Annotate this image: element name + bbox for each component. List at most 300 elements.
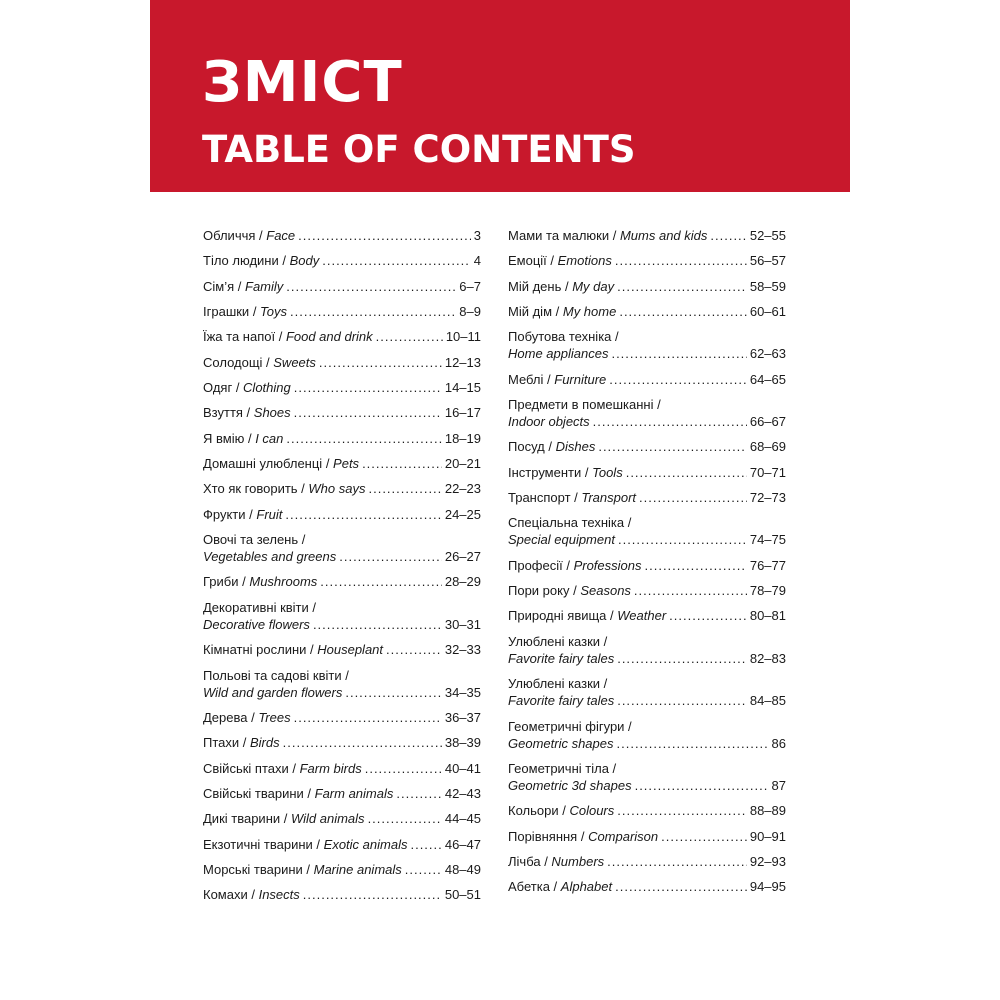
toc-entry-pages: 44–45: [444, 811, 481, 827]
toc-entry-separator: /: [303, 785, 315, 801]
toc-entry-line: [203, 404, 481, 421]
leader-dots: [593, 413, 747, 430]
toc-entry: [508, 303, 786, 320]
toc-entry-line: [508, 227, 786, 244]
toc-entry-separator: /: [543, 371, 555, 387]
toc-entry-line: [203, 861, 481, 878]
toc-entry-separator: /: [249, 304, 261, 320]
toc-entry-text: [508, 760, 786, 794]
toc-entry-title-english: Food and drink: [285, 329, 373, 345]
toc-entry-second-line: [508, 777, 786, 794]
toc-entry: [203, 252, 481, 269]
toc-entry: [203, 573, 481, 590]
toc-entry-separator: /: [308, 599, 317, 615]
toc-entry-title-english: Clothing: [243, 380, 291, 396]
toc-entry: [203, 760, 481, 777]
toc-entry-line: [508, 607, 786, 624]
toc-entry-separator: /: [570, 490, 582, 506]
toc-entry-second-line: [508, 650, 786, 667]
toc-entry-separator: /: [552, 304, 563, 320]
toc-entry-title-english: Who says: [308, 481, 366, 497]
toc-entry-second-line: [203, 684, 481, 701]
toc-entry-pages: 8–9: [459, 304, 481, 320]
leader-dots: [320, 573, 442, 590]
leader-dots: [611, 345, 746, 362]
toc-entry-line: [508, 489, 786, 506]
toc-entry-title-english: Favorite fairy tales: [508, 650, 615, 666]
toc-entry-text: [203, 810, 481, 827]
toc-entry-title-ukrainian: Посуд: [508, 439, 545, 455]
toc-entry-line: [508, 853, 786, 870]
toc-entry-title-ukrainian: Свійські тварини: [203, 785, 304, 801]
leader-dots: [286, 430, 441, 447]
leader-dots: [639, 489, 747, 506]
toc-entry: [508, 853, 786, 870]
toc-entry: [203, 430, 481, 447]
toc-entry: [508, 396, 786, 430]
toc-entry-title-ukrainian: Геометричні тіла: [508, 760, 609, 776]
toc-entry-pages: 66–67: [749, 414, 786, 430]
toc-entry-pages: 80–81: [749, 608, 786, 624]
toc-entry-title-ukrainian: Обличчя: [203, 228, 256, 243]
leader-dots: [345, 684, 442, 701]
toc-entry-pages: 14–15: [444, 380, 481, 396]
leader-dots: [617, 802, 747, 819]
toc-column-left: [203, 227, 481, 912]
toc-entry-pages: 74–75: [749, 532, 786, 548]
toc-entry-line: [203, 886, 481, 903]
toc-entry-separator: /: [600, 633, 608, 649]
toc-entry-title-ukrainian: Кімнатні рослини: [203, 642, 307, 658]
toc-entry-pages: 30–31: [444, 616, 481, 632]
toc-entry-separator: /: [255, 228, 267, 243]
toc-entry: [203, 599, 481, 633]
toc-entry-title-english: Geometric shapes: [508, 735, 614, 751]
toc-entry: [508, 464, 786, 481]
toc-entry-pages: 48–49: [444, 861, 481, 877]
toc-entry-text: [508, 853, 786, 870]
toc-entry-line: [203, 480, 481, 497]
toc-entry-pages: 90–91: [749, 828, 786, 844]
toc-entry-text: [508, 607, 786, 624]
toc-entry-text: [203, 303, 481, 320]
toc-entry-text: [508, 802, 786, 819]
leader-dots: [368, 810, 442, 827]
toc-entry-text: [508, 328, 786, 362]
toc-entry-title-ukrainian: Побутова техніка: [508, 329, 612, 345]
toc-entry-title-english: Geometric 3d shapes: [508, 777, 632, 793]
toc-entry-text: [508, 464, 786, 481]
leader-dots: [386, 641, 442, 658]
leader-dots: [661, 828, 747, 845]
toc-entry-first-line: [508, 514, 786, 531]
toc-entry-title-ukrainian: Меблі: [508, 371, 544, 387]
toc-entry-title-english: Shoes: [253, 405, 291, 421]
toc-entry-title-english: Transport: [581, 490, 637, 506]
toc-entry-line: [203, 354, 481, 371]
toc-entry-text: [508, 396, 786, 430]
leader-dots: [710, 227, 746, 244]
toc-entry-pages: 92–93: [749, 853, 786, 869]
toc-entry-title-ukrainian: Тіло людини: [203, 253, 279, 269]
toc-entry-text: [508, 438, 786, 455]
toc-entry-separator: /: [608, 760, 617, 776]
leader-dots: [376, 328, 443, 345]
toc-entry: [508, 438, 786, 455]
toc-entry-first-line: [508, 328, 786, 345]
toc-entry-second-line: [508, 345, 786, 362]
toc-entry-title-english: Face: [266, 228, 296, 243]
toc-entry-text: [508, 828, 786, 845]
toc-entry-title-english: I can: [255, 430, 284, 446]
leader-dots: [635, 777, 769, 794]
leader-dots: [410, 836, 441, 853]
leader-dots: [669, 607, 747, 624]
toc-entry: [508, 557, 786, 574]
toc-entry-title-ukrainian: Пори року: [508, 583, 570, 599]
toc-entry-text: [203, 354, 481, 371]
toc-entry-separator: /: [624, 718, 632, 734]
toc-entry-title-english: Numbers: [551, 853, 605, 869]
toc-entry-text: [203, 531, 481, 565]
toc-entry-text: [203, 227, 481, 244]
toc-entry-second-line: [508, 692, 786, 709]
toc-entry: [203, 531, 481, 565]
toc-entry: [203, 836, 481, 853]
toc-entry-pages: 42–43: [444, 785, 481, 801]
page-title-english: TABLE OF CONTENTS: [202, 128, 636, 171]
toc-entry-title-english: Body: [289, 253, 320, 269]
toc-entry: [203, 328, 481, 345]
toc-entry: [203, 886, 481, 903]
toc-entry-title-english: Vegetables and greens: [203, 549, 337, 565]
toc-entry-title-ukrainian: Геометричні фігури: [508, 718, 625, 734]
toc-entry-pages: 26–27: [444, 549, 481, 565]
toc-entry-title-ukrainian: Іграшки: [203, 304, 250, 320]
toc-entry-pages: 50–51: [444, 887, 481, 903]
toc-entry-title-ukrainian: Солодощі: [203, 354, 263, 370]
toc-entry-title-ukrainian: Транспорт: [508, 490, 571, 506]
toc-entry: [203, 404, 481, 421]
toc-entry-line: [203, 328, 481, 345]
toc-entry-text: [203, 379, 481, 396]
toc-entry-separator: /: [600, 676, 608, 692]
toc-entry-title-ukrainian: Професії: [508, 557, 563, 573]
toc-entry-title-ukrainian: Природні явища: [508, 608, 607, 624]
toc-entry-pages: 82–83: [749, 650, 786, 666]
toc-entry-separator: /: [244, 430, 256, 446]
toc-entry-title-ukrainian: Інструменти: [508, 464, 582, 480]
toc-entry-separator: /: [544, 439, 556, 455]
toc-entry: [508, 675, 786, 709]
toc-entry-title-english: Wild and garden flowers: [203, 684, 343, 700]
toc-entry-title-ukrainian: Кольори: [508, 803, 559, 819]
toc-entry-text: [203, 599, 481, 633]
leader-dots: [319, 354, 442, 371]
toc-entry-text: [508, 252, 786, 269]
leader-dots: [626, 464, 747, 481]
toc-entry-text: [508, 633, 786, 667]
toc-entry-line: [203, 760, 481, 777]
leader-dots: [609, 371, 747, 388]
toc-entry-title-ukrainian: Я вмію: [203, 430, 245, 446]
toc-entry-line: [508, 252, 786, 269]
toc-entry-separator: /: [653, 397, 661, 413]
toc-entry-title-english: Mushrooms: [249, 574, 318, 590]
toc-entry-separator: /: [298, 532, 306, 548]
leader-dots: [322, 252, 471, 269]
toc-entry-pages: 38–39: [444, 735, 481, 751]
toc-entry-title-english: Family: [245, 278, 284, 294]
toc-entry-title-ukrainian: Лічба: [508, 853, 541, 869]
toc-entry-separator: /: [549, 879, 561, 895]
toc-entry-separator: /: [297, 481, 309, 497]
toc-entry-separator: /: [609, 228, 620, 243]
toc-entry-separator: /: [247, 709, 259, 725]
toc-entry-line: [508, 278, 786, 295]
toc-entry-title-english: Professions: [573, 557, 642, 573]
leader-dots: [634, 582, 747, 599]
toc-entry-pages: 18–19: [444, 430, 481, 446]
toc-entry-line: [508, 802, 786, 819]
toc-entry-text: [203, 734, 481, 751]
toc-entry-separator: /: [232, 380, 244, 396]
toc-entry-title-ukrainian: Улюблені казки: [508, 676, 601, 692]
toc-entry-line: [508, 303, 786, 320]
toc-entry-pages: 4: [473, 253, 481, 269]
toc-entry-first-line: [508, 675, 786, 692]
toc-entry-text: [203, 455, 481, 472]
toc-entry-text: [203, 760, 481, 777]
toc-entry: [508, 582, 786, 599]
toc-entry-separator: /: [234, 278, 245, 294]
toc-entry-pages: 24–25: [444, 506, 481, 522]
leader-dots: [617, 278, 747, 295]
toc-column-right: [508, 227, 786, 904]
toc-entry-title-english: Emotions: [557, 253, 612, 269]
toc-entry-separator: /: [302, 861, 314, 877]
toc-entry-pages: 16–17: [444, 405, 481, 421]
toc-entry-separator: /: [238, 574, 250, 590]
toc-entry: [508, 802, 786, 819]
toc-entry-text: [203, 430, 481, 447]
toc-entry-text: [508, 514, 786, 548]
toc-entry-title-english: Mums and kids: [619, 228, 708, 243]
toc-entry-title-ukrainian: Польові та садові квіти: [203, 667, 342, 683]
toc-entry-separator: /: [562, 557, 574, 573]
toc-entry-title-english: Furniture: [554, 371, 607, 387]
toc-entry-title-ukrainian: Спеціальна техніка: [508, 515, 625, 531]
toc-entry-pages: 62–63: [749, 346, 786, 362]
toc-entry-separator: /: [341, 667, 349, 683]
toc-entry: [203, 709, 481, 726]
toc-entry-pages: 20–21: [444, 456, 481, 472]
toc-entry-title-english: Birds: [250, 735, 280, 751]
toc-entry-separator: /: [306, 642, 318, 658]
toc-entry-first-line: [508, 760, 786, 777]
toc-entry-line: [203, 573, 481, 590]
toc-entry-line: [508, 828, 786, 845]
toc-entry-separator: /: [278, 253, 290, 269]
toc-entry-title-english: Comparison: [588, 828, 659, 844]
toc-entry-title-english: Toys: [260, 304, 288, 320]
toc-entry-second-line: [203, 548, 481, 565]
leader-dots: [313, 616, 442, 633]
toc-entry-title-ukrainian: Хто як говорить: [203, 481, 298, 497]
toc-entry-separator: /: [245, 506, 257, 522]
toc-entry-text: [508, 278, 786, 295]
toc-entry: [508, 371, 786, 388]
toc-entry-separator: /: [569, 583, 581, 599]
toc-entry-text: [203, 861, 481, 878]
toc-entry-title-english: Insects: [258, 887, 300, 903]
toc-entry-title-ukrainian: Їжа та напої: [203, 329, 276, 345]
leader-dots: [618, 531, 747, 548]
leader-dots: [283, 734, 442, 751]
toc-entry-text: [203, 252, 481, 269]
toc-entry-text: [203, 667, 481, 701]
leader-dots: [294, 709, 442, 726]
toc-entry-title-english: Indoor objects: [508, 414, 590, 430]
toc-entry-first-line: [508, 396, 786, 413]
toc-entry-title-ukrainian: Емоції: [508, 253, 547, 269]
toc-entry-text: [203, 506, 481, 523]
toc-entry-separator: /: [546, 253, 558, 269]
toc-entry-title-ukrainian: Птахи: [203, 735, 240, 751]
toc-entry: [508, 760, 786, 794]
toc-entry-title-ukrainian: Сім’я: [203, 278, 235, 294]
toc-entry-pages: 32–33: [444, 642, 481, 658]
toc-entry-line: [203, 303, 481, 320]
toc-entry-separator: /: [280, 811, 291, 827]
leader-dots: [615, 878, 747, 895]
toc-entry-first-line: [203, 599, 481, 616]
toc-entry-text: [203, 641, 481, 658]
toc-entry: [508, 278, 786, 295]
toc-entry: [508, 227, 786, 244]
toc-entry-line: [508, 878, 786, 895]
toc-entry-title-ukrainian: Домашні улюбленці: [203, 456, 323, 472]
toc-entry-line: [508, 582, 786, 599]
toc-entry-title-ukrainian: Морські тварини: [203, 861, 303, 877]
toc-entry-text: [203, 480, 481, 497]
page-title-ukrainian: ЗМІСТ: [202, 50, 403, 115]
leader-dots: [607, 853, 747, 870]
toc-entry-title-english: Favorite fairy tales: [508, 693, 615, 709]
toc-entry-pages: 12–13: [444, 354, 481, 370]
toc-entry-title-english: Marine animals: [313, 861, 402, 877]
toc-entry-title-ukrainian: Овочі та зелень: [203, 532, 299, 548]
leader-dots: [294, 379, 442, 396]
toc-entry-title-english: Pets: [333, 456, 360, 472]
leader-dots: [286, 278, 456, 295]
toc-entry-text: [508, 227, 786, 244]
toc-entry-title-ukrainian: Улюблені казки: [508, 633, 601, 649]
toc-entry: [508, 328, 786, 362]
toc-entry: [508, 878, 786, 895]
leader-dots: [619, 303, 747, 320]
toc-entry-title-english: Farm animals: [314, 785, 394, 801]
toc-entry-line: [508, 438, 786, 455]
toc-entry-pages: 94–95: [749, 879, 786, 895]
toc-entry-line: [203, 836, 481, 853]
toc-entry: [508, 633, 786, 667]
toc-entry-separator: /: [322, 456, 334, 472]
toc-entry-title-english: My day: [572, 278, 615, 294]
leader-dots: [368, 480, 441, 497]
toc-entry-pages: 6–7: [459, 278, 481, 294]
toc-entry-title-english: My home: [562, 304, 617, 320]
book-page: [150, 0, 850, 1000]
leader-dots: [365, 760, 442, 777]
toc-entry: [203, 227, 481, 244]
toc-entry-title-english: Farm birds: [299, 760, 362, 776]
toc-entry-pages: 28–29: [444, 574, 481, 590]
toc-entry-pages: 46–47: [444, 836, 481, 852]
leader-dots: [362, 455, 442, 472]
toc-entry-title-ukrainian: Комахи: [203, 887, 248, 903]
toc-entry-title-ukrainian: Гриби: [203, 574, 239, 590]
toc-entry-line: [203, 278, 481, 295]
toc-entry: [203, 506, 481, 523]
toc-entry-first-line: [203, 531, 481, 548]
toc-entry-line: [203, 455, 481, 472]
toc-entry-pages: 88–89: [749, 803, 786, 819]
toc-entry-pages: 22–23: [444, 481, 481, 497]
toc-entry-line: [203, 810, 481, 827]
toc-entry-line: [508, 371, 786, 388]
toc-entry-title-english: Decorative flowers: [203, 616, 310, 632]
toc-entry-title-english: Alphabet: [560, 879, 613, 895]
toc-entry-title-ukrainian: Дерева: [203, 709, 248, 725]
toc-entry-separator: /: [239, 735, 250, 751]
toc-entry-title-ukrainian: Абетка: [508, 879, 550, 895]
toc-entry-text: [203, 709, 481, 726]
leader-dots: [285, 506, 441, 523]
toc-entry-text: [508, 718, 786, 752]
toc-entry-second-line: [508, 413, 786, 430]
toc-entry-pages: 84–85: [749, 693, 786, 709]
toc-entry: [203, 667, 481, 701]
toc-entry-text: [203, 573, 481, 590]
toc-entry-title-english: Sweets: [273, 354, 316, 370]
toc-entry-text: [508, 489, 786, 506]
toc-entry-first-line: [508, 718, 786, 735]
toc-entry-line: [203, 734, 481, 751]
toc-entry-pages: 36–37: [444, 709, 481, 725]
toc-entry-pages: 58–59: [749, 278, 786, 294]
toc-entry-line: [203, 379, 481, 396]
toc-entry: [203, 810, 481, 827]
toc-entry-text: [203, 278, 481, 295]
leader-dots: [290, 303, 456, 320]
toc-entry-separator: /: [581, 464, 593, 480]
toc-entry-title-ukrainian: Одяг: [203, 380, 233, 396]
toc-entry-title-english: Exotic animals: [323, 836, 408, 852]
toc-entry-text: [203, 836, 481, 853]
toc-entry-pages: 68–69: [749, 439, 786, 455]
leader-dots: [617, 650, 747, 667]
toc-entry-second-line: [203, 616, 481, 633]
toc-entry-title-english: Home appliances: [508, 346, 609, 362]
toc-entry-pages: 56–57: [749, 253, 786, 269]
toc-entry: [203, 641, 481, 658]
toc-entry-title-ukrainian: Мій день: [508, 278, 562, 294]
toc-entry-text: [508, 878, 786, 895]
toc-entry-title-ukrainian: Порівняння: [508, 828, 578, 844]
toc-entry-pages: 78–79: [749, 583, 786, 599]
toc-entry-separator: /: [624, 515, 632, 531]
